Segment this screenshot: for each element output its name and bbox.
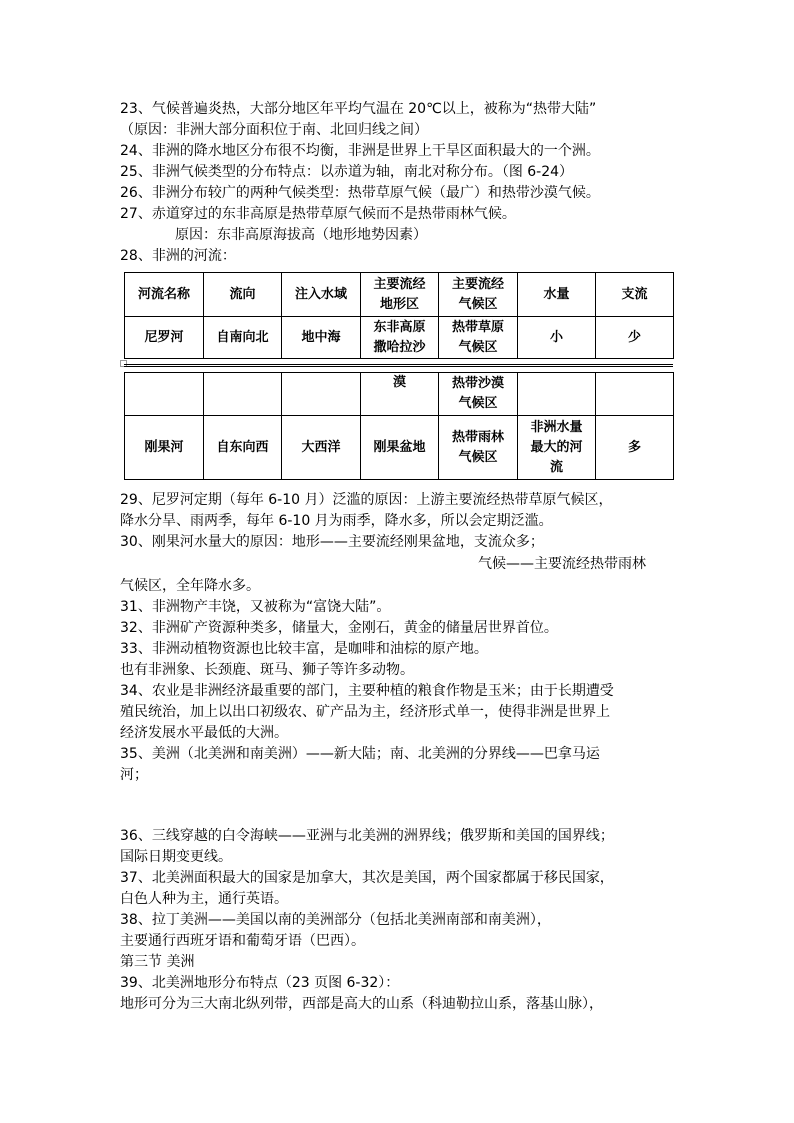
header-cell: 河流名称 (125, 273, 204, 317)
header-cell: 水量 (518, 273, 596, 317)
item-33-line-1: 33、非洲动植物资源也比较丰富，是咖啡和油棕的原产地。 (120, 641, 488, 657)
table-cell: 尼罗河 (125, 317, 204, 359)
river-table-top (124, 272, 674, 359)
table-cell: 非洲水量最大的河流 (518, 416, 596, 480)
header-cell: 主要流经地形区 (361, 273, 439, 317)
item-34-line-3: 经济发展水平最低的大洲。 (120, 725, 288, 741)
table-cell: 热带草原气候区 (439, 317, 518, 359)
header-cell: 支流 (596, 273, 674, 317)
table-cell: 少 (596, 317, 674, 359)
table-cell: 漠 (361, 373, 439, 416)
item-30-line-1: 30、刚果河水量大的原因：地形——主要流经刚果盆地，支流众多； (120, 534, 544, 550)
header-cell: 主要流经气候区 (439, 273, 518, 317)
river-table-bottom (124, 372, 674, 480)
table-cell: 东非高原撒哈拉沙 (361, 317, 439, 359)
item-23-line-1: 23、气候普遍炎热，大部分地区年平均气温在 20℃以上，被称为“热带大陆” (120, 101, 597, 117)
header-cell: 注入水域 (282, 273, 361, 317)
table-cell (125, 373, 204, 416)
table-cell: 刚果河 (125, 416, 204, 480)
item-37-line-1: 37、北美洲面积最大的国家是加拿大，其次是美国，两个国家都属于移民国家， (120, 870, 614, 886)
item-35-line-1: 35、美洲（北美洲和南美洲）——新大陆；南、北美洲的分界线——巴拿马运 (120, 746, 600, 762)
header-cell: 流向 (204, 273, 282, 317)
table-cell: 刚果盆地 (361, 416, 439, 480)
table-cell: 自南向北 (204, 317, 282, 359)
table-cell: 自东向西 (204, 416, 282, 480)
table-cell: 小 (518, 317, 596, 359)
table-cell: 大西洋 (282, 416, 361, 480)
table-cell (204, 373, 282, 416)
item-23-line-2: （原因：非洲大部分面积位于南、北回归线之间） (120, 122, 428, 138)
item-31: 31、非洲物产丰饶，又被称为“富饶大陆”。 (120, 599, 391, 615)
item-30-line-2: 气候——主要流经热带雨林 (478, 556, 646, 572)
item-24: 24、非洲的降水地区分布很不均衡，非洲是世界上干旱区面积最大的一个洲。 (120, 143, 600, 159)
table-cell: 热带雨林气候区 (439, 416, 518, 480)
table-cell: 地中海 (282, 317, 361, 359)
item-27-line-2: 原因：东非高原海拔高（地形地势因素） (175, 227, 427, 243)
item-28: 28、非洲的河流： (120, 248, 236, 264)
item-39-line-2: 地形可分为三大南北纵列带，西部是高大的山系（科迪勒拉山系，落基山脉）， (120, 996, 603, 1012)
item-37-line-2: 白色人种为主，通行英语。 (120, 891, 288, 907)
table-cell (518, 373, 596, 416)
item-32: 32、非洲矿产资源种类多，储量大，金刚石，黄金的储量居世界首位。 (120, 620, 558, 636)
table-cell (282, 373, 361, 416)
item-27-line-1: 27、赤道穿过的东非高原是热带草原气候而不是热带雨林气候。 (120, 206, 516, 222)
table-cell: 多 (596, 416, 674, 480)
item-33-line-2: 也有非洲象、长颈鹿、斑马、狮子等许多动物。 (120, 662, 414, 678)
table-row-nile-continued (125, 373, 674, 416)
table-cell (596, 373, 674, 416)
item-29-line-1: 29、尼罗河定期（每年 6-10 月）泛滥的原因：上游主要流经热带草原气候区， (120, 492, 613, 508)
item-34-line-1: 34、农业是非洲经济最重要的部门，主要种植的粮食作物是玉米；由于长期遭受 (120, 683, 614, 699)
section-heading: 第三节 美洲 (120, 954, 195, 970)
item-39-line-1: 39、北美洲地形分布特点（23 页图 6-32）： (120, 975, 400, 991)
item-26: 26、非洲分布较广的两种气候类型：热带草原气候（最广）和热带沙漠气候。 (120, 185, 600, 201)
item-30-line-3: 气候区，全年降水多。 (120, 578, 260, 594)
table-header-row (125, 273, 674, 317)
item-34-line-2: 殖民统治，加上以出口初级农、矿产品为主，经济形式单一，使得非洲是世界上 (120, 704, 610, 720)
page-break-separator (124, 364, 673, 367)
item-36-line-1: 36、三线穿越的白令海峡——亚洲与北美洲的洲界线；俄罗斯和美国的国界线； (120, 828, 614, 844)
item-25: 25、非洲气候类型的分布特点：以赤道为轴，南北对称分布。（图 6-24） (120, 164, 574, 180)
table-cell: 热带沙漠气候区 (439, 373, 518, 416)
item-29-line-2: 降水分旱、雨两季，每年 6-10 月为雨季，降水多，所以会定期泛滥。 (120, 513, 553, 529)
item-36-line-2: 国际日期变更线。 (120, 849, 232, 865)
table-row-congo (125, 416, 674, 480)
item-38-line-2: 主要通行西班牙语和葡萄牙语（巴西）。 (120, 933, 365, 949)
item-35-line-2: 河； (120, 767, 148, 783)
item-38-line-1: 38、拉丁美洲——美国以南的美洲部分（包括北美洲南部和南美洲）， (120, 912, 551, 928)
table-row-nile (125, 317, 674, 359)
